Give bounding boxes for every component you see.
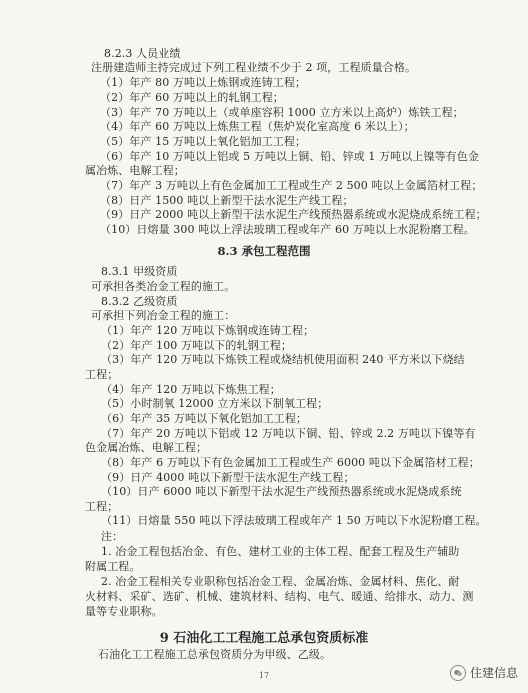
list-item: （1）年产 120 万吨以下炼钢或连铸工程； [101,324,315,337]
page-number: 17 [258,671,270,680]
note-item-continuation: 附属工程。 [85,560,141,573]
list-item: （7）年产 20 万吨以下铝或 12 万吨以下铜、铅、锌或 2.2 万吨以下镍等有 [101,427,476,440]
list-item: （5）年产 15 万吨以上氧化铝加工工程； [100,135,307,148]
list-item: （6）年产 35 万吨以下氧化铝加工工程； [101,412,308,425]
section-9-heading: 9 石油化工工程施工总承包资质标准 [159,631,369,646]
list-item: （9）日产 2000 吨以上新型干法水泥生产线预热器系统或水泥烧成系统工程； [100,208,487,221]
list-item: （3）年产 70 万吨以上（或单座容积 1000 立方米以上高炉）炼铁工程； [100,106,464,119]
list-item: （4）年产 120 万吨以下炼焦工程； [101,383,281,396]
section-8-3-2-title: 8.3.2 乙级资质 [101,295,178,308]
section-8-2-3-intro: 注册建造师主持完成过下列工程业绩不少于 2 项，工程质量合格。 [91,61,417,74]
note-item-continuation: 量等专业职称。 [85,605,163,618]
section-8-3-2-text: 可承担下列冶金工程的施工： [91,309,236,322]
list-item-continuation: 属冶炼、电解工程； [85,164,185,177]
watermark-text: 住建信息 [469,666,518,680]
list-item-continuation: 工程； [85,500,119,513]
wechat-icon [450,665,466,681]
section-8-3-1-text: 可承担各类冶金工程的施工。 [91,280,236,293]
section-8-3-1-title: 8.3.1 甲级资质 [101,265,178,278]
section-9-text: 石油化工工程施工总承包资质分为甲级、乙级。 [98,648,332,661]
note-label: 注： [101,530,124,543]
list-item: （7）年产 3 万吨以上有色金属加工工程或生产 2 500 吨以上金属箔材工程； [100,179,483,192]
section-8-2-3-title: 8.2.3 人员业绩 [104,47,181,60]
list-item: （8）年产 6 万吨以下有色金属加工工程或生产 6000 吨以下金属箔材工程； [101,456,480,469]
list-item: （4）年产 60 万吨以上炼焦工程（焦炉炭化室高度 6 米以上）； [100,120,415,133]
note-item: 1. 冶金工程包括冶金、有色、建材工业的主体工程、配套工程及生产辅助 [101,545,460,558]
list-item: （1）年产 80 万吨以上炼钢或连铸工程； [100,76,307,89]
list-item: （8）日产 1500 吨以上新型干法水泥生产线工程； [100,194,354,207]
list-item: （2）年产 100 万吨以下的轧钢工程； [101,339,292,352]
list-item: （11）日熔量 550 吨以下浮法玻璃工程或年产 1 50 万吨以下水泥粉磨工程。 [101,514,487,527]
note-item-continuation: 火材料、采矿、选矿、机械、建筑材料、结构、电气、暖通、给排水、动力、测 [85,590,474,603]
note-item: 2. 冶金工程相关专业职称包括冶金工程、金属冶炼、金属材料、焦化、耐 [101,575,460,588]
list-item: （6）年产 10 万吨以上铝或 5 万吨以上铜、铅、锌或 1 万吨以上镍等有色金 [100,150,479,163]
list-item: （10）日熔量 300 吨以上浮法玻璃工程或年产 60 万吨以上水泥粉磨工程。 [100,223,475,236]
list-item: （10）日产 6000 吨以下新型干法水泥生产线预热器系统或水泥烧成系统 [101,485,462,498]
list-item: （5）小时制氧 12000 立方米以下制氧工程； [101,397,329,410]
list-item: （9）日产 4000 吨以下新型干法水泥生产线工程； [101,471,355,484]
list-item: （3）年产 120 万吨以下炼铁工程或烧结机使用面积 240 平方米以下烧结 [101,353,465,366]
watermark [450,664,518,681]
list-item: （2）年产 60 万吨以上的轧钢工程； [100,91,284,104]
section-8-3-heading: 8.3 承包工程范围 [217,244,311,258]
list-item-continuation: 色金属冶炼、电解工程； [85,441,208,454]
list-item-continuation: 工程； [85,368,119,381]
